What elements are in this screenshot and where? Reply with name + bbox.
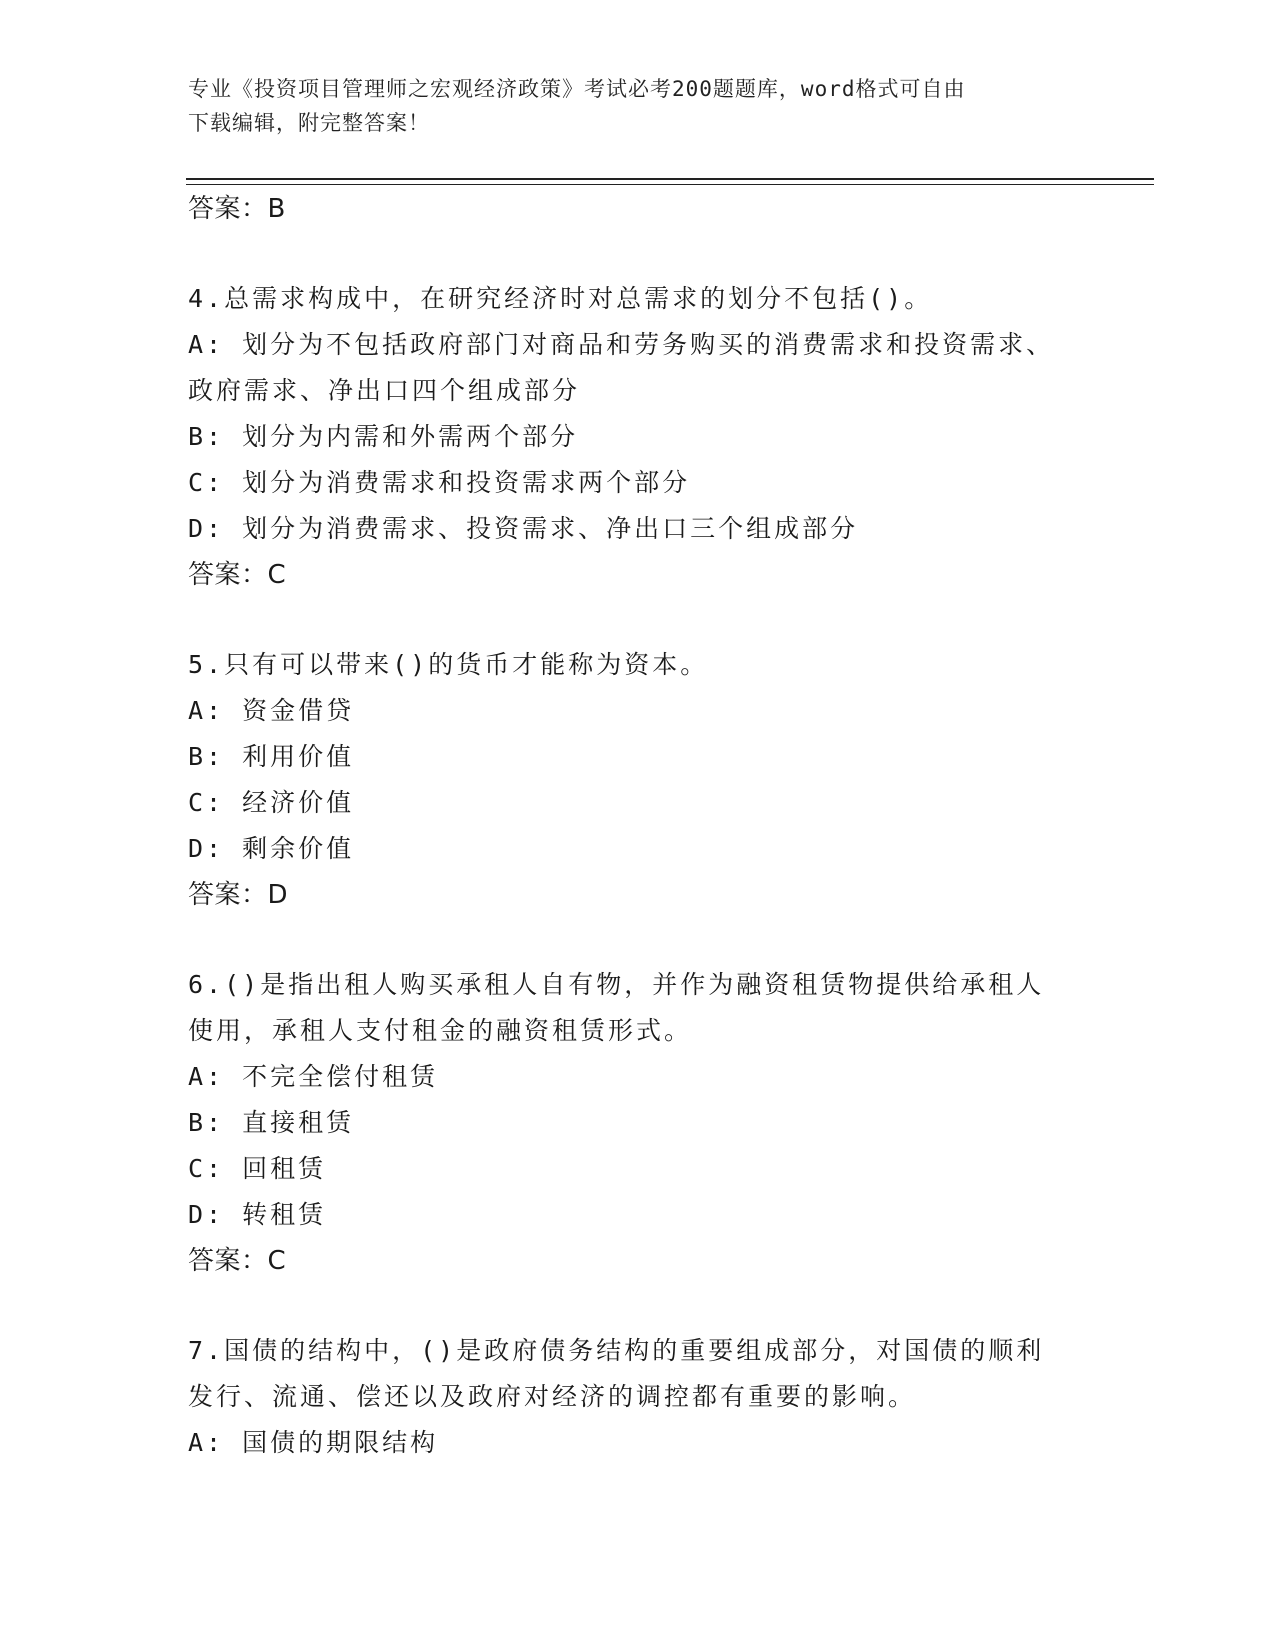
option-line: D: 剩余价值 <box>188 834 355 863</box>
question-list <box>188 186 1148 1466</box>
question-block <box>188 276 1148 598</box>
option-line: C: 经济价值 <box>188 788 355 817</box>
question-stem-line: 7.国债的结构中，()是政府债务结构的重要组成部分，对国债的顺利 <box>188 1336 1045 1365</box>
option-line: A: 国债的期限结构 <box>188 1428 439 1457</box>
option-line: B: 划分为内需和外需两个部分 <box>188 422 579 451</box>
question-spacer <box>188 1284 1148 1328</box>
question-block <box>188 962 1148 1284</box>
question-block <box>188 1328 1148 1466</box>
header-line-1: 专业《投资项目管理师之宏观经济政策》考试必考200题题库，word格式可自由 <box>188 77 966 101</box>
question-stem-line: 6.()是指出租人购买承租人自有物，并作为融资租赁物提供给承租人 <box>188 970 1045 999</box>
question-stem-line: 4.总需求构成中，在研究经济时对总需求的划分不包括()。 <box>188 284 933 313</box>
question-stem-line: 5.只有可以带来()的货币才能称为资本。 <box>188 650 709 679</box>
header-divider-thick <box>186 178 1154 180</box>
question-spacer <box>188 918 1148 962</box>
question-block <box>188 642 1148 918</box>
question-spacer <box>188 598 1148 642</box>
header-divider-thin <box>186 184 1154 185</box>
option-line: A: 划分为不包括政府部门对商品和劳务购买的消费需求和投资需求、 <box>188 330 1055 359</box>
answer-line: 答案：B <box>188 194 286 224</box>
option-line: 政府需求、净出口四个组成部分 <box>188 376 581 405</box>
document-header <box>188 72 1068 140</box>
option-line: B: 利用价值 <box>188 742 355 771</box>
option-line: B: 直接租赁 <box>188 1108 355 1137</box>
option-line: C: 回租赁 <box>188 1154 327 1183</box>
option-line: C: 划分为消费需求和投资需求两个部分 <box>188 468 691 497</box>
question-stem-line: 使用，承租人支付租金的融资租赁形式。 <box>188 1016 693 1045</box>
question-stem-line: 发行、流通、偿还以及政府对经济的调控都有重要的影响。 <box>188 1382 917 1411</box>
header-line-2: 下载编辑，附完整答案！ <box>188 111 430 135</box>
option-line: A: 不完全偿付租赁 <box>188 1062 439 1091</box>
answer-line: 答案：C <box>188 560 287 590</box>
option-line: A: 资金借贷 <box>188 696 355 725</box>
option-line: D: 转租赁 <box>188 1200 327 1229</box>
option-line: D: 划分为消费需求、投资需求、净出口三个组成部分 <box>188 514 859 543</box>
answer-line: 答案：C <box>188 1246 287 1276</box>
question-spacer <box>188 232 1148 276</box>
answer-line: 答案：D <box>188 880 289 910</box>
